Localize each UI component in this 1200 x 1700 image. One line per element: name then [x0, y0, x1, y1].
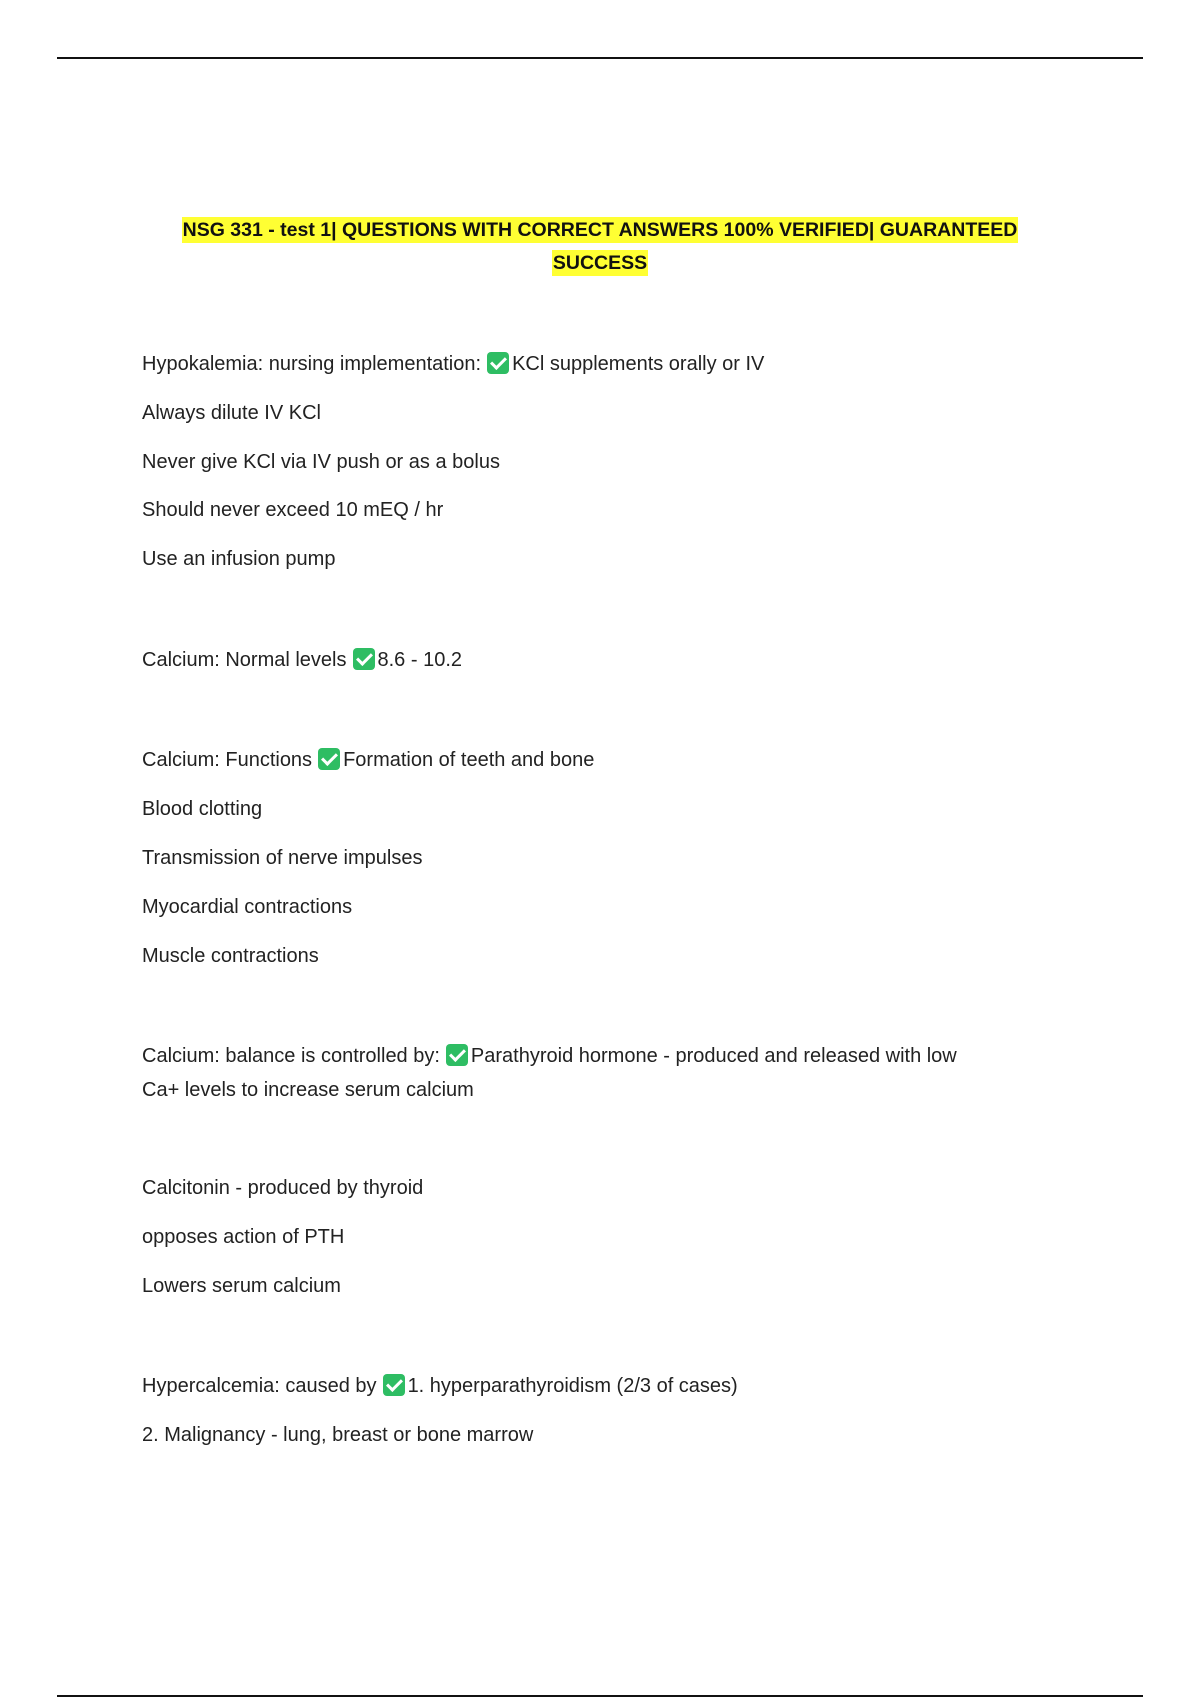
qa-item-calcium-normal-levels: [142, 643, 462, 677]
qa-item-calcium-balance: [142, 1039, 957, 1073]
answer-detail-line: Blood clotting: [142, 798, 263, 820]
title-line-2: SUCCESS: [552, 252, 648, 274]
answer-text: KCl supplements orally or IV: [512, 353, 765, 375]
answer-detail-line: Lowers serum calcium: [142, 1275, 341, 1297]
question-text: Calcium: Normal levels: [142, 649, 347, 671]
answer-continuation: Ca+ levels to increase serum calcium: [142, 1079, 474, 1101]
answer-text: Parathyroid hormone - produced and released with low: [470, 1045, 957, 1067]
question-text: Hypokalemia: nursing implementation:: [142, 353, 482, 375]
answer-detail-line: Never give KCl via IV push or as a bolus: [142, 451, 500, 473]
answer-text: 1. hyperparathyroidism (2/3 of cases): [407, 1375, 738, 1397]
answer-detail-line: Myocardial contractions: [142, 896, 353, 918]
qa-item-calcium-functions: [142, 743, 594, 777]
document-title: [142, 214, 1058, 280]
check-mark-icon: [318, 748, 340, 770]
answer-detail-line: Transmission of nerve impulses: [142, 847, 423, 869]
answer-detail-line: Muscle contractions: [142, 945, 319, 967]
answer-detail-line: Use an infusion pump: [142, 548, 336, 570]
question-text: Calcium: balance is controlled by:: [142, 1045, 440, 1067]
answer-text: Formation of teeth and bone: [343, 749, 595, 771]
question-text: Calcium: Functions: [142, 749, 313, 771]
check-mark-icon: [353, 648, 375, 670]
question-text: Hypercalcemia: caused by: [142, 1375, 377, 1397]
check-mark-icon: [487, 352, 509, 374]
check-mark-icon: [446, 1044, 468, 1066]
bottom-rule: [57, 1695, 1143, 1697]
check-mark-icon: [383, 1374, 405, 1396]
answer-detail-line: Calcitonin - produced by thyroid: [142, 1177, 424, 1199]
answer-detail-line: Always dilute IV KCl: [142, 402, 321, 424]
qa-item-hypokalemia: [142, 347, 764, 381]
answer-detail-line: opposes action of PTH: [142, 1226, 345, 1248]
qa-item-hypercalcemia: [142, 1369, 738, 1403]
title-line-1: NSG 331 - test 1| QUESTIONS WITH CORRECT ANSWERS 100% VERIFIED| GUARANTEED: [182, 219, 1018, 241]
top-rule: [57, 57, 1143, 59]
answer-detail-line: 2. Malignancy - lung, breast or bone marrow: [142, 1424, 534, 1446]
answer-detail-line: Should never exceed 10 mEQ / hr: [142, 499, 444, 521]
answer-text: 8.6 - 10.2: [377, 649, 463, 671]
